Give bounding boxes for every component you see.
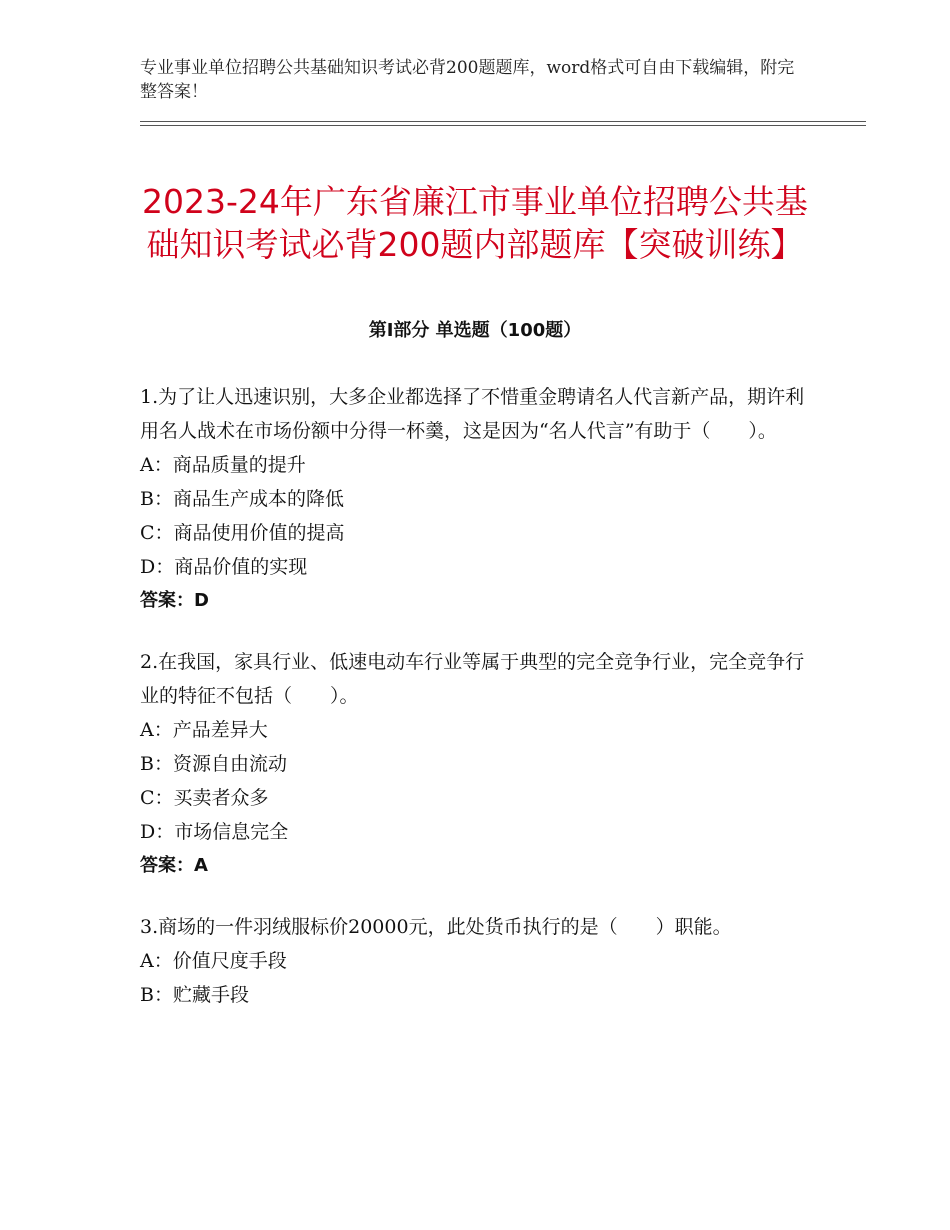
answer: 答案：D xyxy=(140,590,209,611)
option-c: C：商品使用价值的提高 xyxy=(140,522,345,544)
option-b: B：贮藏手段 xyxy=(140,984,249,1006)
option-d: D：商品价值的实现 xyxy=(140,556,308,578)
option-a: A：价值尺度手段 xyxy=(140,950,287,972)
question-1 xyxy=(140,380,810,618)
question-stem: 2.在我国，家具行业、低速电动车行业等属于典型的完全竞争行业，完全竞争行业的特征不包括（ ）。 xyxy=(140,651,805,707)
question-2 xyxy=(140,645,810,883)
question-list xyxy=(140,380,810,1039)
option-a: A：商品质量的提升 xyxy=(140,454,306,476)
option-b: B：商品生产成本的降低 xyxy=(140,488,344,510)
header-divider-bottom xyxy=(140,125,866,126)
option-b: B：资源自由流动 xyxy=(140,753,287,775)
header-note: 专业事业单位招聘公共基础知识考试必背200题题库，word格式可自由下载编辑，附完整答案！ xyxy=(140,58,795,102)
option-a: A：产品差异大 xyxy=(140,719,268,741)
question-3 xyxy=(140,910,810,1012)
document-title: 2023-24年广东省廉江市事业单位招聘公共基础知识考试必背200题内部题库【突破训练】 xyxy=(142,182,808,265)
header-divider-top xyxy=(140,121,866,122)
question-stem: 3.商场的一件羽绒服标价20000元，此处货币执行的是（ ）职能。 xyxy=(140,916,732,938)
option-c: C：买卖者众多 xyxy=(140,787,269,809)
answer: 答案：A xyxy=(140,855,208,876)
section-heading: 第Ⅰ部分 单选题（100题） xyxy=(368,320,582,341)
option-d: D：市场信息完全 xyxy=(140,821,289,843)
question-stem: 1.为了让人迅速识别，大多企业都选择了不惜重金聘请名人代言新产品，期许利用名人战术在市场份额中分得一杯羹，这是因为“名人代言”有助于（ ）。 xyxy=(140,386,805,442)
